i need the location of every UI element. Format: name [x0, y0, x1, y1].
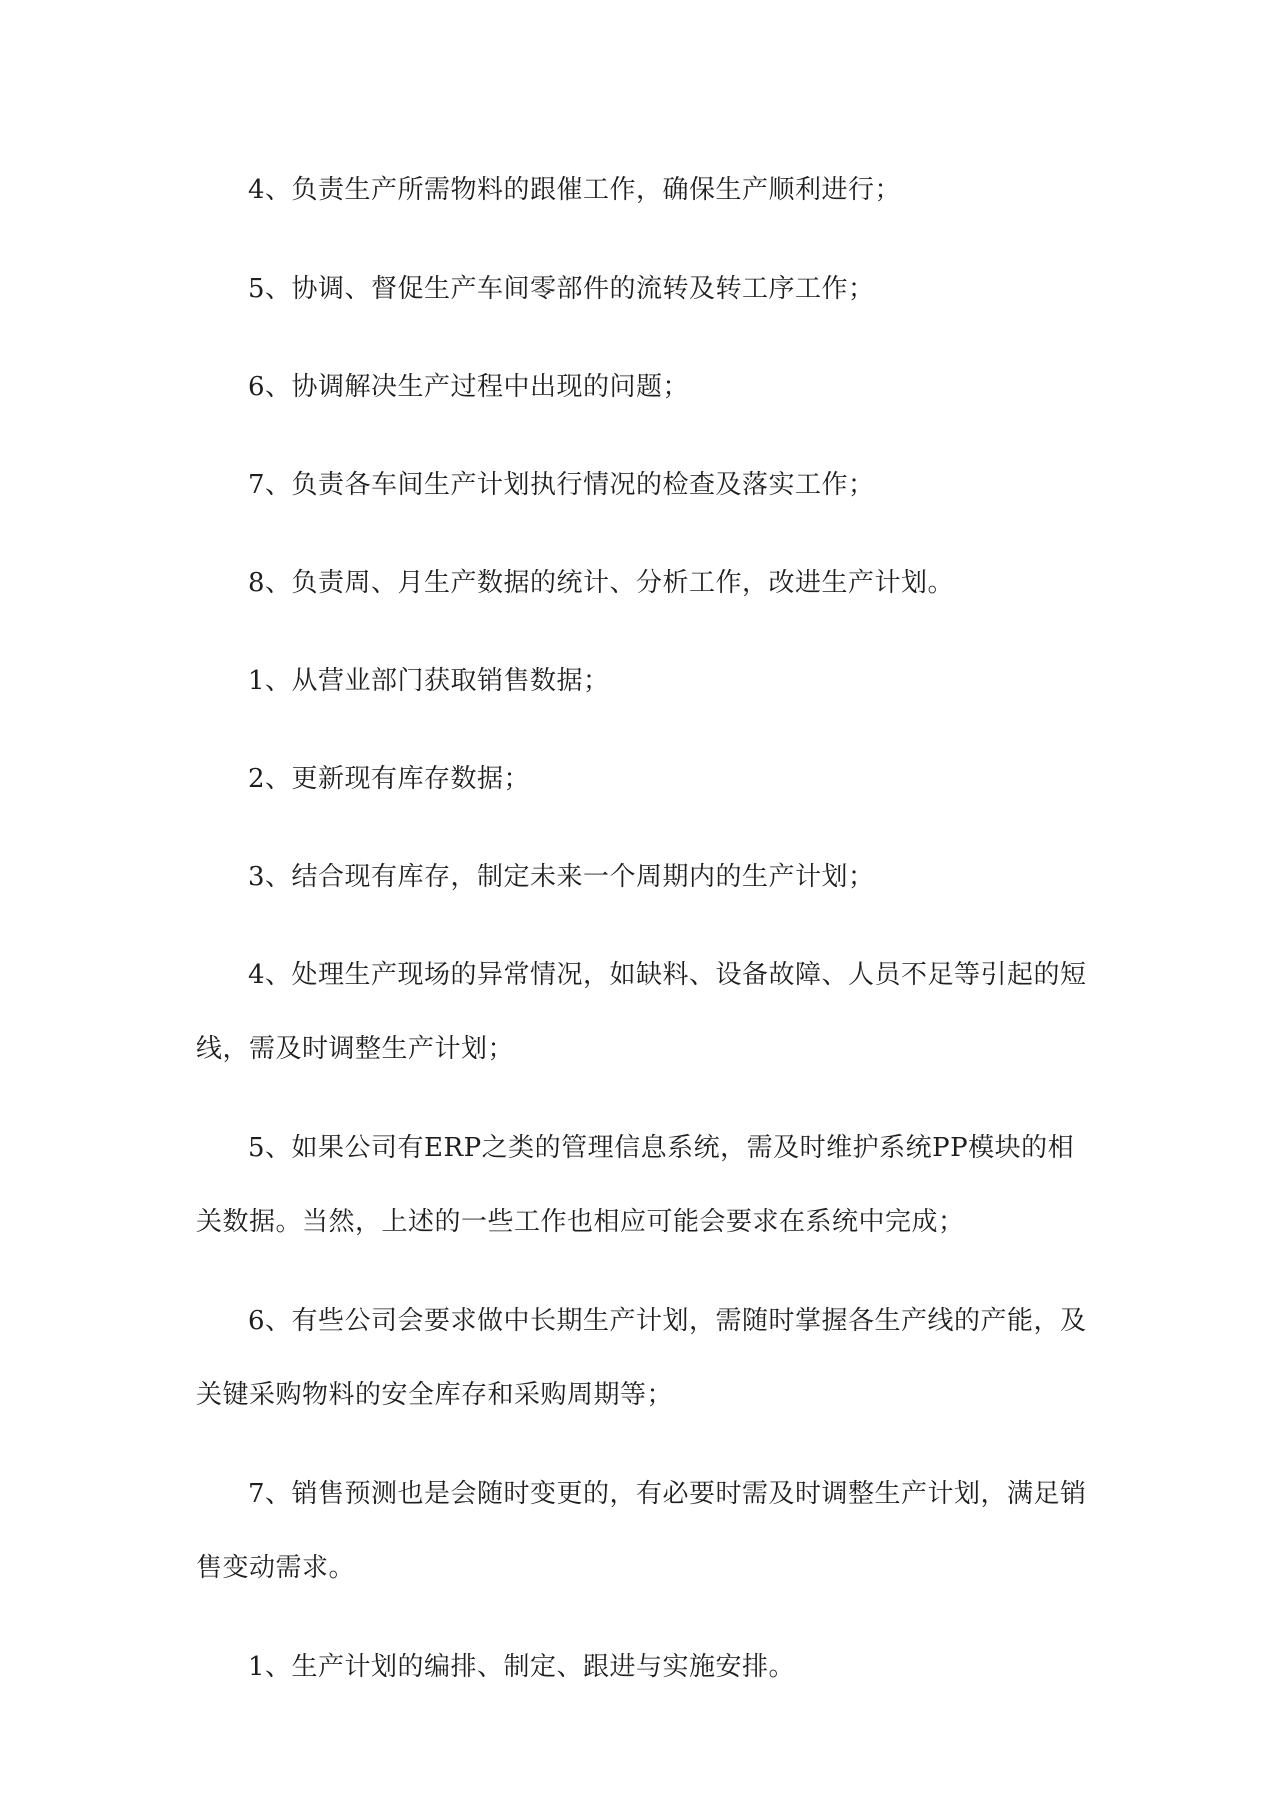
paragraph: 1、生产计划的编排、制定、跟进与实施安排。 [248, 1652, 796, 1682]
paragraph: 4、负责生产所需物料的跟催工作，确保生产顺利进行； [248, 175, 902, 205]
paragraph: 7、负责各车间生产计划执行情况的检查及落实工作； [248, 470, 875, 500]
paragraph: 6、协调解决生产过程中出现的问题； [248, 372, 690, 402]
paragraph: 5、协调、督促生产车间零部件的流转及转工序工作； [248, 274, 875, 304]
paragraph: 8、负责周、月生产数据的统计、分析工作，改进生产计划。 [248, 568, 955, 598]
paragraph: 4、处理生产现场的异常情况，如缺料、设备故障、人员不足等引起的短线，需及时调整生产计划； [196, 960, 1087, 1064]
paragraph: 5、如果公司有ERP之类的管理信息系统，需及时维护系统PP模块的相关数据。当然，上述的一些工作也相应可能会要求在系统中完成； [196, 1133, 1075, 1237]
paragraph: 2、更新现有库存数据； [248, 764, 531, 794]
paragraph: 6、有些公司会要求做中长期生产计划，需随时掌握各生产线的产能，及关键采购物料的安全库存和采购周期等； [196, 1306, 1087, 1410]
paragraph: 3、结合现有库存，制定未来一个周期内的生产计划； [248, 862, 875, 892]
paragraph: 1、从营业部门获取销售数据； [248, 666, 610, 696]
paragraph: 7、销售预测也是会随时变更的，有必要时需及时调整生产计划，满足销售变动需求。 [196, 1479, 1087, 1583]
